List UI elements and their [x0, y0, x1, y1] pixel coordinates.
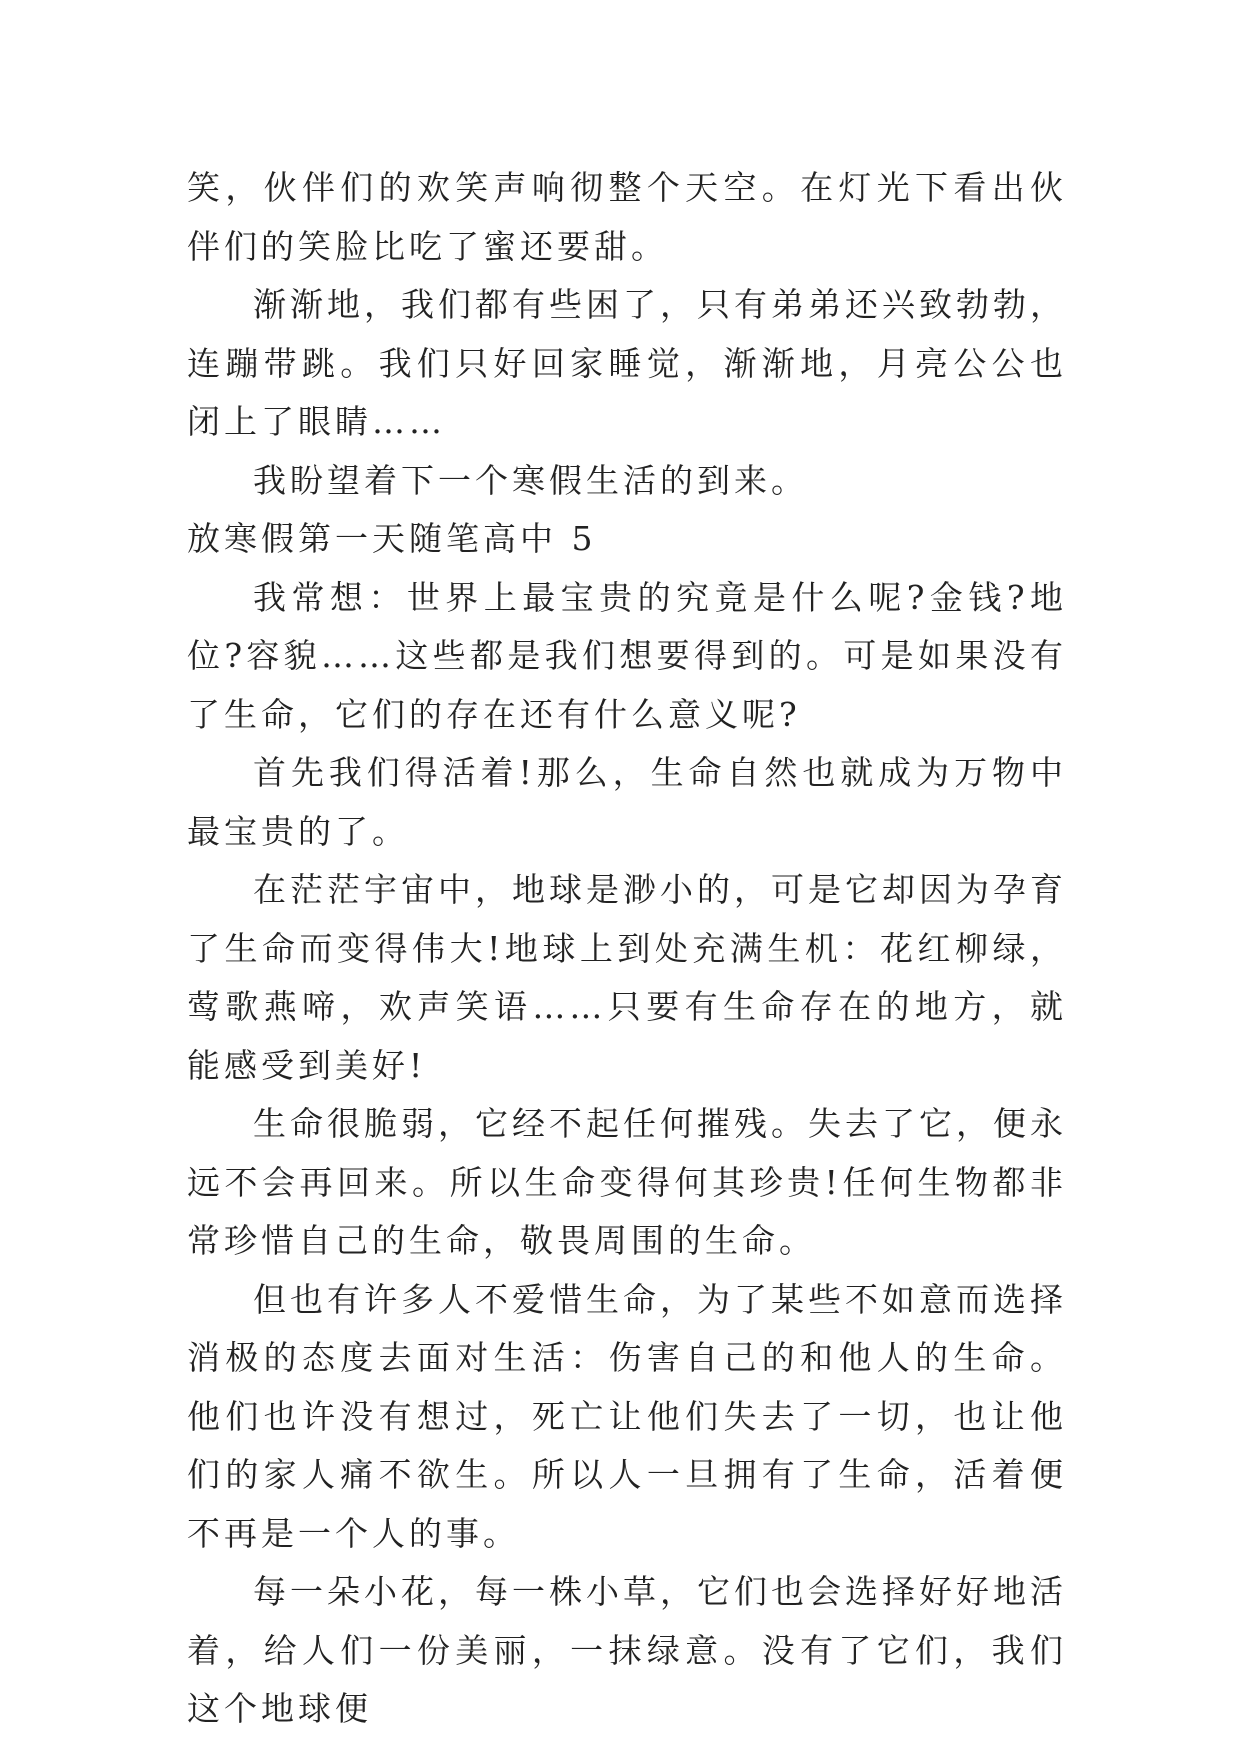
paragraph-continuation: 笑，伙伴们的欢笑声响彻整个天空。在灯光下看出伙伴们的笑脸比吃了蜜还要甜。: [187, 168, 1067, 266]
document-body: [187, 159, 1067, 1739]
paragraph: 但也有许多人不爱惜生命，为了某些不如意而选择消极的态度去面对生活：伤害自己的和他人的生命。他们也许没有想过，死亡让他们失去了一切，也让他们的家人痛不欲生。所以人一旦拥有了生命，活着便不再是一个人的事。: [187, 1279, 1067, 1553]
paragraph: 首先我们得活着!那么，生命自然也就成为万物中最宝贵的了。: [187, 753, 1067, 851]
paragraph: 每一朵小花，每一株小草，它们也会选择好好地活着，给人们一份美丽，一抹绿意。没有了它们，我们这个地球便: [187, 1572, 1067, 1728]
paragraph: 生命很脆弱，它经不起任何摧残。失去了它，便永远不会再回来。所以生命变得何其珍贵!任何生物都非常珍惜自己的生命，敬畏周围的生命。: [187, 1104, 1067, 1260]
paragraph: 在茫茫宇宙中，地球是渺小的，可是它却因为孕育了生命而变得伟大!地球上到处充满生机：花红柳绿，莺歌燕啼，欢声笑语……只要有生命存在的地方，就能感受到美好!: [187, 870, 1067, 1085]
section-heading: 放寒假第一天随笔高中 5: [187, 519, 597, 558]
paragraph: 渐渐地，我们都有些困了，只有弟弟还兴致勃勃，连蹦带跳。我们只好回家睡觉，渐渐地，月亮公公也闭上了眼睛……: [187, 285, 1067, 441]
paragraph: 我盼望着下一个寒假生活的到来。: [253, 460, 808, 500]
paragraph: 我常想：世界上最宝贵的究竟是什么呢?金钱?地位?容貌……这些都是我们想要得到的。可是如果没有了生命，它们的存在还有什么意义呢?: [187, 577, 1067, 734]
